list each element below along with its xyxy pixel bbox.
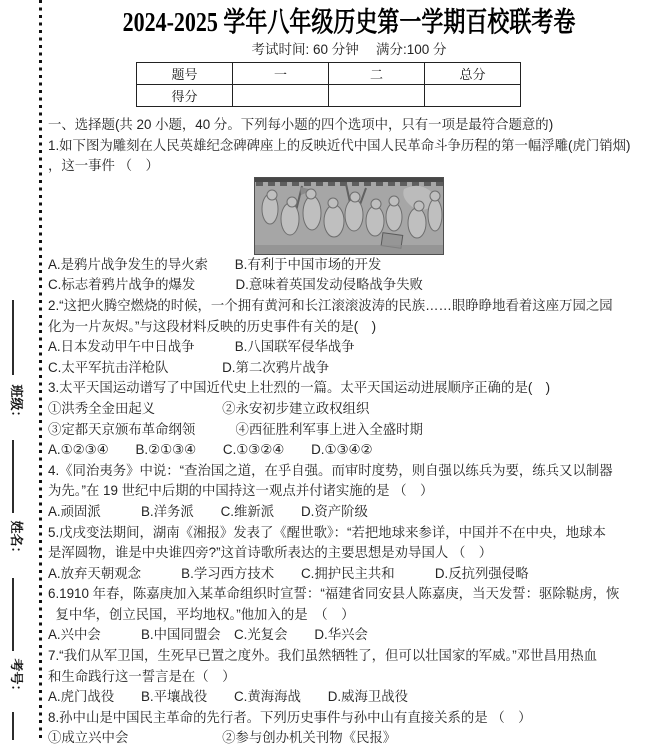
option-line: A.是鸦片战争发生的导火索 B.有利于中国市场的开发 — [48, 256, 382, 272]
question-figure — [48, 177, 650, 255]
question-stem: 化为一片灰烬。”与这段材料反映的历史事件有关的是( ) — [48, 318, 377, 334]
question-stem: 2.“这把火腾空燃烧的时候，一个拥有黄河和长江滚滚波涛的民族……眼睁睁地看着这座万园之园 — [48, 297, 613, 313]
score-table-cell-defen: 得分 — [137, 85, 233, 107]
score-table-header-row — [137, 63, 521, 85]
numbered-item-line: ③定都天京颁布革命纲领 ④西征胜利军事上进入全盛时期 — [48, 421, 423, 437]
score-table-score-row — [137, 85, 521, 107]
section-heading: 一、选择题(共 20 小题，40 分。下列每小题的四个选项中，只有一项是最符合题意的) — [48, 117, 554, 132]
question-stem: ，这一事件 （ ） — [48, 158, 159, 174]
numbered-item-line: ①成立兴中会 ②参与创办机关刊物《民报》 — [48, 730, 397, 746]
question-stem: 4.《同治夷务》中说：“查治国之道，在乎自强。而审时度势，则自强以练兵为要，练兵又以制器 — [48, 462, 613, 478]
question-stem: 5.戊戌变法期间，湖南《湘报》发表了《醒世歌》：“若把地球来参详，中国并不在中央，地球本 — [48, 524, 606, 540]
option-line: A.日本发动甲午中日战争 B.八国联军侵华战争 — [48, 339, 355, 355]
question-stem: 复中华，创立民国，平均地权。”他加入的是 （ ） — [48, 606, 355, 622]
blank-underline — [12, 712, 14, 740]
numbered-item-line: ①洪秀全金田起义 ②永安初步建立政权组织 — [48, 400, 370, 416]
option-line: A.放弃天朝观念 B.学习西方技术 C.拥护民主共和 D.反抗列强侵略 — [48, 565, 529, 581]
binding-dotted-line — [39, 0, 42, 740]
exam-info: 考试时间: 60 分钟 满分:100 分 — [251, 42, 447, 57]
score-table-blank-cell — [233, 85, 329, 107]
question-stem: 7.“我们从军卫国，生死早已置之度外。我们虽然牺牲了，但可以壮国家的军威。”邓世昌用热血 — [48, 648, 598, 664]
score-table-cell-part1: 一 — [233, 63, 329, 85]
score-table-cell-tihao: 题号 — [137, 63, 233, 85]
option-line: A.①②③④ B.②①③④ C.①③②④ D.①③④② — [48, 442, 373, 458]
exam-content — [48, 0, 650, 749]
relief-image — [254, 177, 444, 255]
blank-underline — [12, 440, 14, 513]
option-line: A.虎门战役 B.平壤战役 C.黄海海战 D.威海卫战役 — [48, 689, 409, 705]
option-line: C.标志着鸦片战争的爆发 D.意味着英国发动侵略战争失败 — [48, 277, 423, 293]
question-stem: 为先。”在 19 世纪中后期的中国持这一观点并付诸实施的是 （ ） — [48, 483, 434, 499]
question-stem: 3.太平天国运动谱写了中国近代史上壮烈的一篇。太平天国运动进展顺序正确的是( ) — [48, 380, 551, 396]
question-stem: 和生命践行这一誓言是在（ ） — [48, 668, 236, 684]
blank-underline — [12, 300, 14, 375]
exam-number-field-label: 考号： — [9, 658, 24, 698]
score-table-cell-part2: 二 — [329, 63, 425, 85]
question-stem: 是浑圆物，谁是中央谁四旁?”这首诗歌所表达的主要思想是劝导国人 （ ） — [48, 545, 493, 561]
question-stem: 6.1910 年春，陈嘉庚加入某革命组织时宣誓：“福建省同安县人陈嘉庚，当天发誓：驱除鞑虏，恢 — [48, 586, 620, 602]
score-table — [136, 62, 521, 107]
option-line: A.兴中会 B.中国同盟会 C.光复会 D.华兴会 — [48, 627, 368, 643]
score-table-blank-cell — [425, 85, 521, 107]
option-line: C.太平军抗击洋枪队 D.第二次鸦片战争 — [48, 359, 330, 375]
score-table-blank-cell — [329, 85, 425, 107]
score-table-cell-total: 总分 — [425, 63, 521, 85]
name-field-label: 姓名： — [9, 520, 24, 560]
class-field-label: 班级： — [9, 384, 24, 424]
question-stem: 8.孙中山是中国民主革命的先行者。下列历史事件与孙中山有直接关系的是 （ ） — [48, 709, 532, 725]
blank-underline — [12, 578, 14, 651]
question-stem: 1.如下图为雕刻在人民英雄纪念碑碑座上的反映近代中国人民革命斗争历程的第一幅浮雕(虎门销烟) — [48, 137, 631, 153]
page-title: 2024-2025 学年八年级历史第一学期百校联考卷 — [122, 6, 576, 37]
option-line: A.顽固派 B.洋务派 C.维新派 D.资产阶级 — [48, 503, 368, 519]
